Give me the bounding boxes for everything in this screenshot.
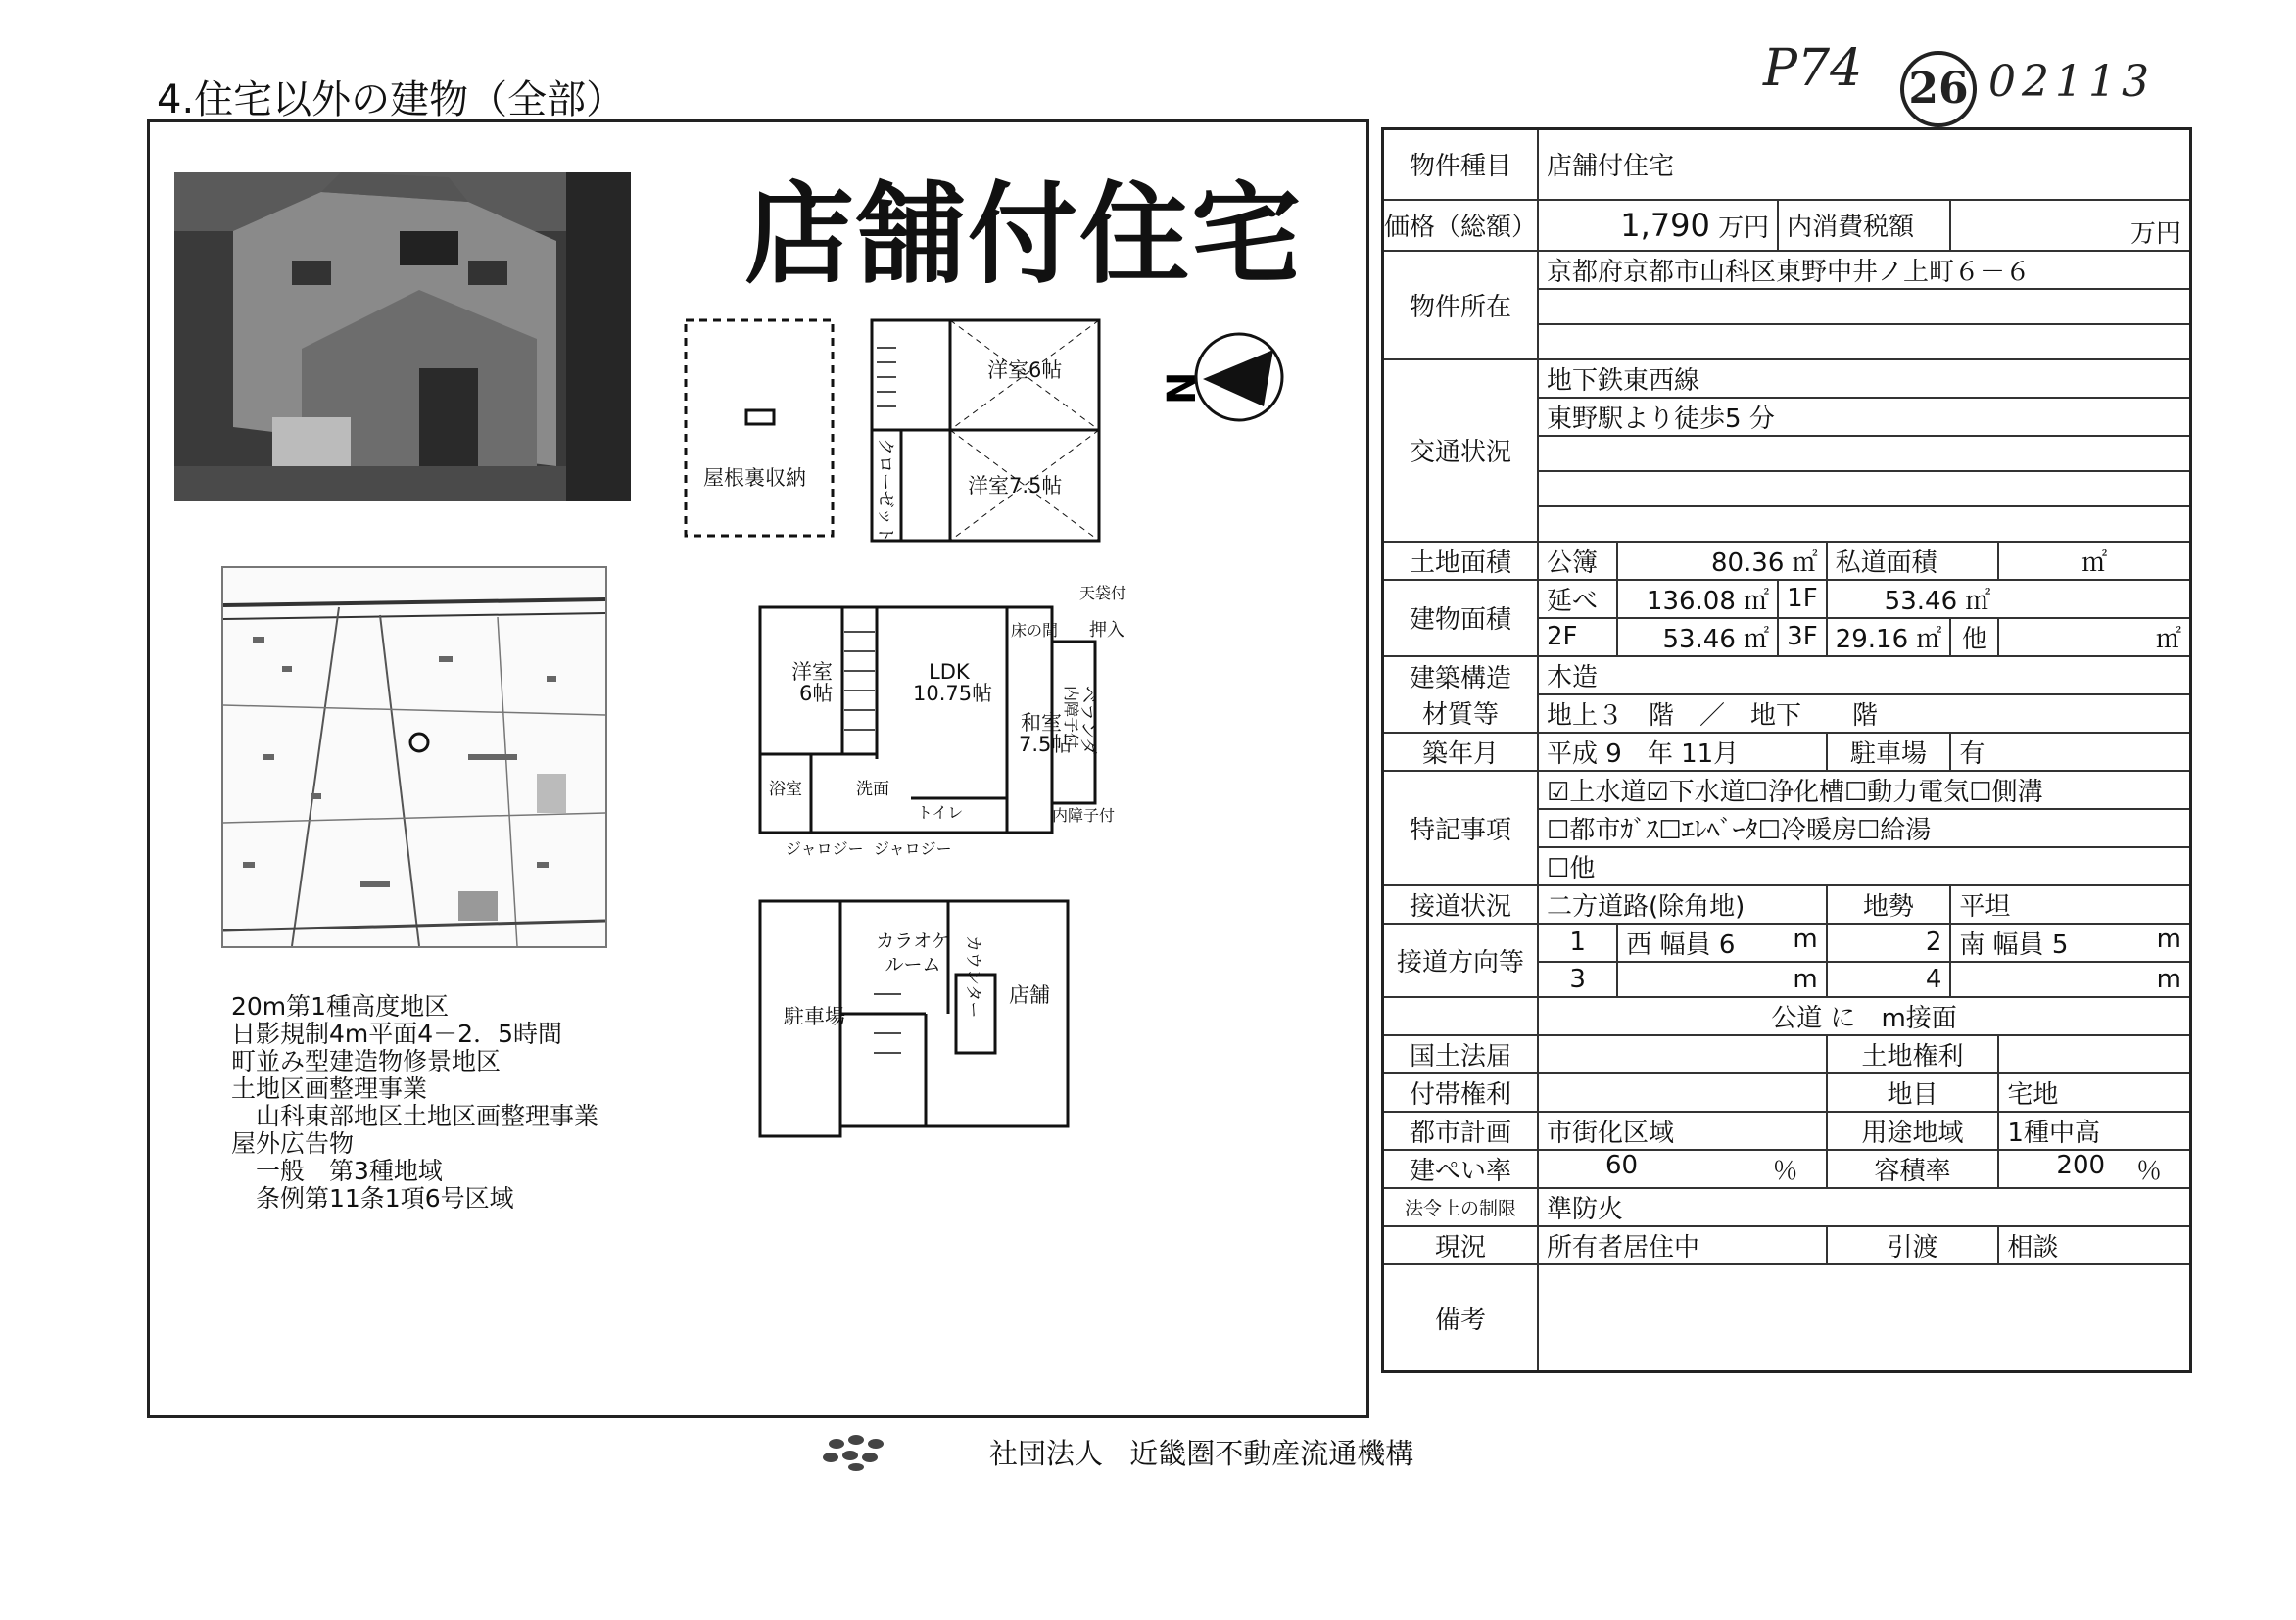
organization-logo-icon bbox=[817, 1430, 895, 1473]
f2-toilet: トイレ bbox=[917, 803, 964, 822]
transport-walk: 東野駅より徒歩5 分 bbox=[1538, 398, 2190, 436]
land-public-cell bbox=[1617, 542, 1826, 580]
land-public-unit: ㎡ bbox=[1792, 548, 1818, 578]
land-area-label: 土地面積 bbox=[1383, 542, 1539, 580]
building-photo-graphic bbox=[174, 172, 631, 501]
land-category-value: 宅地 bbox=[1998, 1073, 2190, 1112]
f2-bath: 浴室 bbox=[769, 780, 802, 799]
far-value: 200 bbox=[2056, 1150, 2106, 1180]
price-cell bbox=[1538, 200, 1778, 251]
coverage-cell bbox=[1538, 1150, 1827, 1188]
road-2-cell bbox=[1950, 924, 2190, 962]
f1-karaoke-2: ルーム bbox=[885, 954, 941, 976]
location-blank-2 bbox=[1538, 324, 2190, 359]
road-public-spacer bbox=[1383, 997, 1539, 1035]
coverage-value: 60 bbox=[1605, 1150, 1639, 1180]
land-law-label: 国土法届 bbox=[1383, 1035, 1539, 1073]
f2-area-value: 53.46 bbox=[1662, 624, 1736, 654]
use-zone-value: 1種中高 bbox=[1998, 1112, 2190, 1150]
structure-floors: 地上３ 階 ／ 地下 階 bbox=[1538, 694, 2190, 733]
road-public: 公道 に m接面 bbox=[1538, 997, 2190, 1035]
legal-label: 法令上の制限 bbox=[1383, 1188, 1539, 1226]
f2-room-west-size: 6帖 bbox=[799, 682, 834, 705]
land-category-label: 地目 bbox=[1827, 1073, 1999, 1112]
stairs-3f bbox=[877, 348, 896, 406]
f1-area-unit: ㎡ bbox=[1965, 586, 1991, 616]
f1-karaoke: カラオケ bbox=[876, 930, 950, 952]
f3-area-label: 3F bbox=[1778, 618, 1827, 656]
f1-area-cell bbox=[1827, 580, 2191, 618]
property-type-label: 物件種目 bbox=[1383, 129, 1539, 200]
road-1-unit: m bbox=[1793, 924, 1818, 954]
property-info-table bbox=[1381, 127, 2192, 1373]
total-floor-cell bbox=[1617, 580, 1778, 618]
land-right-value bbox=[1998, 1035, 2190, 1073]
road-1-dir: 西 幅員 6 bbox=[1626, 929, 1736, 960]
handover-label: 引渡 bbox=[1827, 1226, 1999, 1264]
built-label: 築年月 bbox=[1383, 733, 1539, 771]
zoning-line: 土地区画整理事業 bbox=[231, 1074, 428, 1103]
road-access-label: 接道状況 bbox=[1383, 885, 1539, 924]
transport-line: 地下鉄東西線 bbox=[1538, 359, 2190, 398]
features-label: 特記事項 bbox=[1383, 771, 1539, 885]
attached-right-label: 付帯権利 bbox=[1383, 1073, 1539, 1112]
road-4-no: 4 bbox=[1827, 962, 1951, 997]
road-2-dir: 南 幅員 5 bbox=[1959, 929, 2069, 960]
footer-org-name: 近畿圏不動産流通機構 bbox=[1129, 1437, 1414, 1470]
road-direction-label: 接道方向等 bbox=[1383, 924, 1539, 997]
terrain-label: 地勢 bbox=[1827, 885, 1951, 924]
parking-label: 駐車場 bbox=[1827, 733, 1951, 771]
f2-tatami-size: 7.5帖 bbox=[1019, 733, 1073, 756]
attic-label: 屋根裏収納 bbox=[703, 466, 806, 490]
transport-blank-3 bbox=[1538, 506, 2190, 542]
f2-window-1: ジャロジー bbox=[786, 839, 864, 858]
location-map-graphic bbox=[223, 568, 605, 946]
location-label: 物件所在 bbox=[1383, 251, 1539, 359]
coverage-unit: ％ bbox=[1772, 1156, 1798, 1186]
price-value: 1,790 bbox=[1620, 206, 1710, 244]
f2-window-2: ジャロジー bbox=[874, 839, 952, 858]
f2-handrail-2: 内障子付 bbox=[1051, 806, 1115, 825]
total-floor-value: 136.08 bbox=[1646, 586, 1736, 616]
road-2-no: 2 bbox=[1827, 924, 1951, 962]
road-3-no: 3 bbox=[1538, 962, 1617, 997]
f1-counter: カウンター bbox=[963, 935, 982, 1019]
north-arrow-icon bbox=[1203, 350, 1273, 406]
built-value: 平成 9 年 11月 bbox=[1538, 733, 1827, 771]
land-law-value bbox=[1538, 1035, 1827, 1073]
f3-area-cell bbox=[1827, 618, 1951, 656]
far-cell bbox=[1998, 1150, 2190, 1188]
f2-tatami: 和室 bbox=[1021, 711, 1062, 735]
private-road-label: 私道面積 bbox=[1827, 542, 1999, 580]
property-type-value: 店舗付住宅 bbox=[1538, 129, 2190, 200]
city-plan-label: 都市計画 bbox=[1383, 1112, 1539, 1150]
footer-org-type: 社団法人 bbox=[989, 1437, 1104, 1470]
zoning-line: 屋外広告物 bbox=[231, 1129, 355, 1158]
f1-area-value: 53.46 bbox=[1884, 586, 1958, 616]
f1-shop: 店舗 bbox=[1009, 983, 1050, 1007]
attic-hatch bbox=[746, 410, 774, 424]
f2-wash: 洗面 bbox=[856, 780, 889, 799]
location-map bbox=[221, 566, 607, 948]
attic-room-2: 洋室7.5帖 bbox=[968, 474, 1063, 498]
price-unit: 万円 bbox=[1718, 213, 1770, 243]
land-public-value: 80.36 bbox=[1710, 548, 1785, 578]
f2-room-west: 洋室 bbox=[791, 660, 833, 684]
status-label: 現況 bbox=[1383, 1226, 1539, 1264]
f2-closet: 床の間 bbox=[1011, 621, 1059, 640]
f2-ldk-size: 10.75帖 bbox=[913, 682, 993, 705]
f1-area-label: 1F bbox=[1778, 580, 1827, 618]
handwritten-circle-number: 26 bbox=[1900, 51, 1977, 127]
stairs-2f bbox=[844, 632, 875, 730]
far-label: 容積率 bbox=[1827, 1150, 1999, 1188]
closet-label: クローゼット bbox=[875, 438, 895, 544]
f3-area-value: 29.16 bbox=[1835, 624, 1909, 654]
other-area-label: 他 bbox=[1950, 618, 1998, 656]
building-photo bbox=[174, 172, 631, 501]
attic-storage-area bbox=[686, 320, 833, 536]
building-area-label: 建物面積 bbox=[1383, 580, 1539, 656]
handwritten-note: P74 bbox=[1763, 39, 1863, 98]
floor-plans bbox=[676, 309, 1322, 1180]
structure-material: 木造 bbox=[1538, 656, 2190, 694]
road-4-unit: m bbox=[1950, 962, 2190, 997]
f2-area-unit: ㎡ bbox=[1744, 624, 1770, 654]
total-floor-unit: ㎡ bbox=[1744, 586, 1770, 616]
features-line-3: ☐他 bbox=[1538, 847, 2190, 885]
tax-unit: 万円 bbox=[1950, 200, 2190, 251]
zoning-line: 条例第11条1項6号区域 bbox=[231, 1184, 514, 1213]
location-blank-1 bbox=[1538, 289, 2190, 324]
land-right-label: 土地権利 bbox=[1827, 1035, 1999, 1073]
handover-value: 相談 bbox=[1998, 1226, 2190, 1264]
total-floor-label: 延べ bbox=[1538, 580, 1617, 618]
structure-label-2: 材質等 bbox=[1422, 699, 1500, 730]
road-1-no: 1 bbox=[1538, 924, 1617, 962]
stairs-1f bbox=[874, 994, 901, 1053]
f1-parking: 駐車場 bbox=[784, 1005, 845, 1028]
f2-area-label: 2F bbox=[1538, 618, 1617, 656]
zoning-line: 日影規制4m平面4－2．5時間 bbox=[231, 1020, 562, 1048]
f2-roof-note: 天袋付 bbox=[1078, 584, 1126, 602]
remarks-value bbox=[1538, 1264, 2190, 1372]
f2-area-cell bbox=[1617, 618, 1778, 656]
structure-label-1: 建築構造 bbox=[1410, 663, 1512, 693]
attached-right-value bbox=[1538, 1073, 1827, 1112]
parking-value: 有 bbox=[1950, 733, 2190, 771]
status-value: 所有者居住中 bbox=[1538, 1226, 1827, 1264]
structure-label bbox=[1383, 656, 1539, 733]
f2-ldk: LDK bbox=[929, 660, 970, 684]
far-unit: ％ bbox=[2135, 1156, 2162, 1186]
road-access-value: 二方道路(除角地) bbox=[1538, 885, 1827, 924]
road-3-unit: m bbox=[1617, 962, 1826, 997]
handwritten-code: 02113 bbox=[1988, 57, 2155, 107]
legal-value: 準防火 bbox=[1538, 1188, 2190, 1226]
road-1-cell bbox=[1617, 924, 1826, 962]
features-line-2: ☐都市ｶﾞｽ☐ｴﾚﾍﾞｰﾀ☐冷暖房☐給湯 bbox=[1538, 809, 2190, 847]
attic-room-1: 洋室6帖 bbox=[987, 358, 1063, 382]
transport-blank-1 bbox=[1538, 436, 2190, 471]
transport-blank-2 bbox=[1538, 471, 2190, 506]
features-line-1: ☑上水道☑下水道☐浄化槽☐動力電気☐側溝 bbox=[1538, 771, 2190, 809]
use-zone-label: 用途地域 bbox=[1827, 1112, 1999, 1150]
land-public-label: 公簿 bbox=[1538, 542, 1617, 580]
headline: 店舗付住宅 bbox=[744, 171, 1303, 299]
zoning-line: 町並み型建造物修景地区 bbox=[231, 1047, 502, 1075]
f2-handrail-1: 内障子付 bbox=[1062, 686, 1080, 749]
f2-storage: 押入 bbox=[1089, 620, 1124, 641]
tax-label: 内消費税額 bbox=[1778, 200, 1950, 251]
f2-veranda: ベランダ bbox=[1077, 686, 1098, 756]
coverage-label: 建ぺい率 bbox=[1383, 1150, 1539, 1188]
footer-organization bbox=[989, 1432, 1413, 1472]
location-value: 京都府京都市山科区東野中井ノ上町６－６ bbox=[1538, 251, 2190, 289]
remarks-label: 備考 bbox=[1383, 1264, 1539, 1372]
transport-label: 交通状況 bbox=[1383, 359, 1539, 542]
private-road-unit: ㎡ bbox=[1998, 542, 2190, 580]
zoning-line: 山科東部地区土地区画整理事業 bbox=[231, 1102, 599, 1130]
handwritten-circle-wrap bbox=[1900, 51, 1977, 127]
north-mark: N bbox=[1160, 371, 1205, 405]
city-plan-value: 市街化区域 bbox=[1538, 1112, 1827, 1150]
section-title: 4.住宅以外の建物（全部） bbox=[157, 77, 626, 122]
terrain-value: 平坦 bbox=[1950, 885, 2190, 924]
other-area-unit: ㎡ bbox=[1998, 618, 2190, 656]
zoning-line: 一般 第3種地域 bbox=[231, 1157, 443, 1185]
zoning-notes bbox=[231, 993, 598, 1213]
f3-area-unit: ㎡ bbox=[1916, 624, 1942, 654]
road-2-unit: m bbox=[2156, 924, 2181, 954]
price-label: 価格（総額） bbox=[1383, 200, 1539, 251]
zoning-line: 20m第1種高度地区 bbox=[231, 992, 450, 1021]
